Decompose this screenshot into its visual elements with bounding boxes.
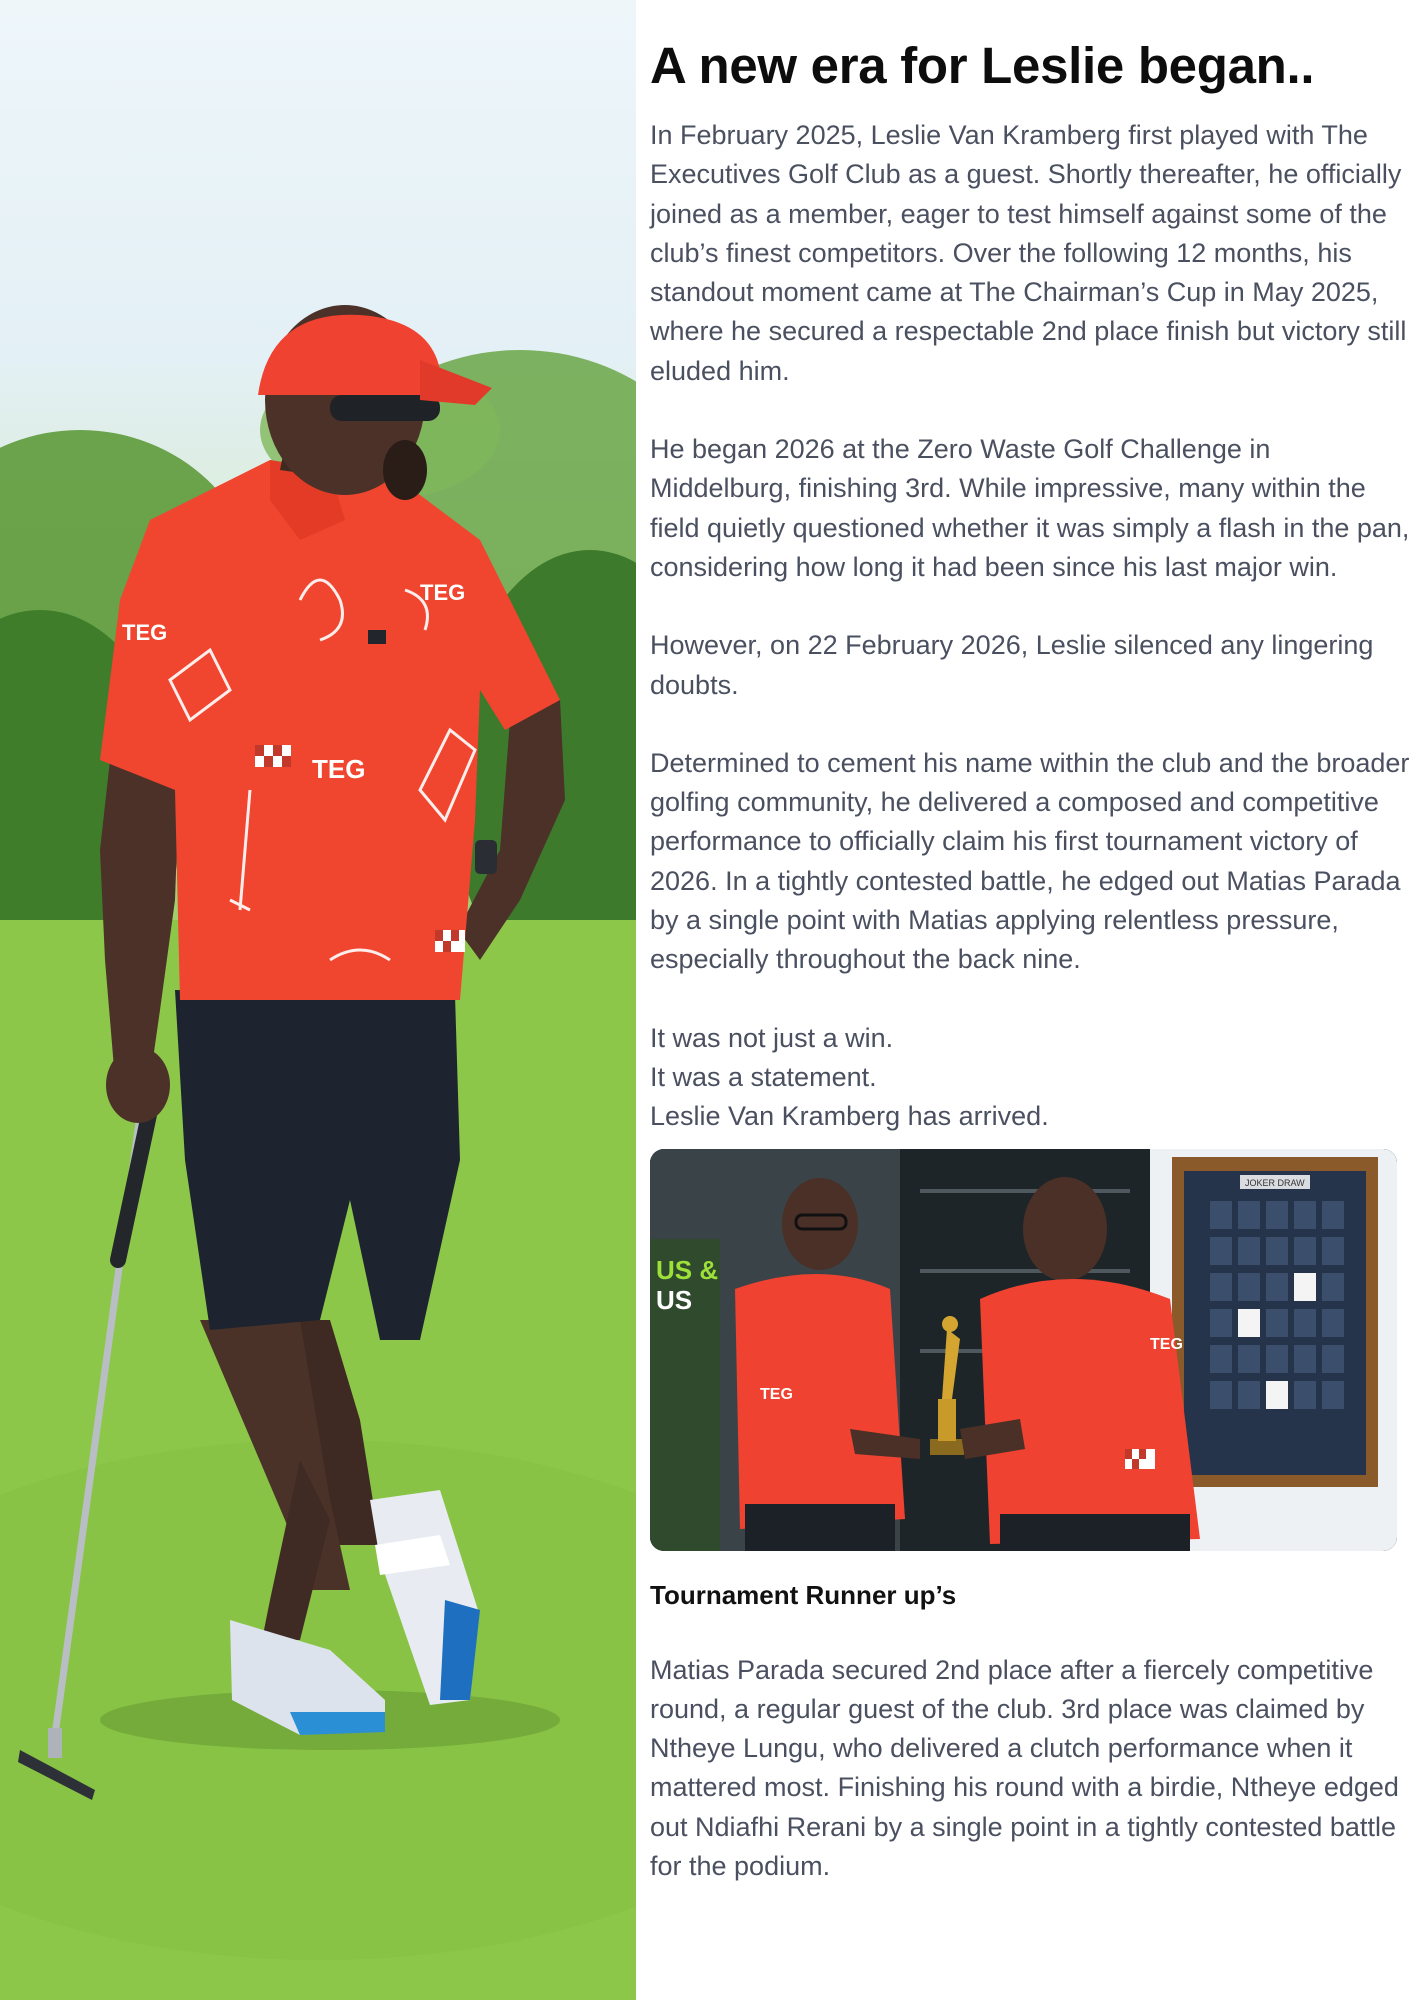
golfer-illustration [0, 0, 636, 2000]
paragraph-statement: It was not just a win. It was a statement. Leslie Van Kramberg has arrived. [650, 1022, 1049, 1132]
article-column [650, 34, 1414, 1886]
runner-up-paragraph: Matias Parada secured 2nd place after a fiercely competitive round, a regular guest of the club. 3rd place was claimed by Ntheye Lungu, who delivered a clutch performance when it mattered most. Finishing his round with a birdie, Ntheye edged out Ndiafhi Rerani by a single point in a tightly contested battle for the podium. [650, 1654, 1399, 1882]
article-headline: A new era for Leslie began.. [650, 37, 1315, 94]
photo-shirt-logo: TEG [1150, 1335, 1183, 1353]
paragraph-intro: In February 2025, Leslie Van Kramberg first played with The Executives Golf Club as a guest. Shortly thereafter, he officially joined as a member, eager to test himself against some of the club’s finest competitors. Over the following 12 months, his standout moment came at The Chairman’s Cup in May 2025, where he secured a respectable 2nd place finish but victory still eluded him. [650, 120, 1407, 386]
trophy-presentation-illustration [650, 1149, 1397, 1551]
trophy-presentation-photo [650, 1149, 1397, 1551]
wall-text-1: US & [656, 1254, 719, 1285]
runner-up-heading: Tournament Runner up’s [650, 1579, 957, 1610]
svg-text:TEG: TEG [760, 1385, 793, 1403]
paragraph-silenced-doubts: However, on 22 February 2026, Leslie silenced any lingering doubts. [650, 630, 1374, 700]
wall-text-2: US [656, 1284, 693, 1315]
paragraph-2026-start: He began 2026 at the Zero Waste Golf Challenge in Middelburg, finishing 3rd. While impressive, many within the field quietly questioned whether it was simply a flash in the pan, considering how long it had been since his last major win. [650, 434, 1410, 582]
joker-draw-label: JOKER DRAW [1245, 1177, 1305, 1188]
svg-text:TEG: TEG [420, 580, 466, 605]
svg-text:TEG: TEG [122, 620, 168, 645]
hero-photo-golfer [0, 0, 636, 2000]
shirt-logo-text: TEG [312, 754, 366, 784]
paragraph-victory: Determined to cement his name within the club and the broader golfing community, he delivered a composed and competitive performance to officially claim his first tournament victory of 2026. In a tightly contested battle, he edged out Matias Parada by a single point with Matias applying relentless pressure, especially throughout the back nine. [650, 747, 1410, 975]
